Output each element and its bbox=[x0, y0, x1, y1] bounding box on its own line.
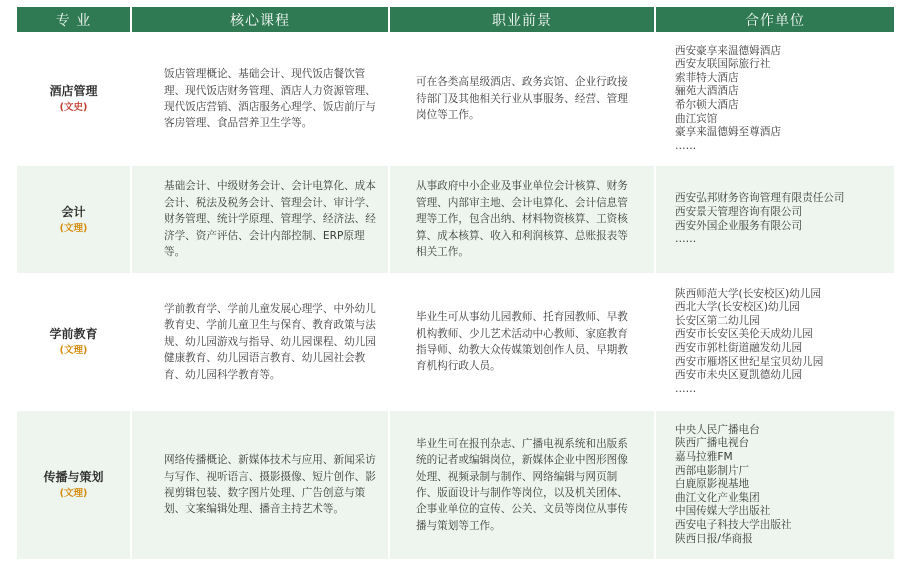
partner-item: 曲江宾馆 bbox=[675, 112, 718, 125]
courses-text: 网络传播概论、新媒体技术与应用、新闻采访与写作、视听语言、摄影摄像、短片创作、影视剪辑包装、数字图片处理、广告创意与策划、文案编辑处理、播音主持艺术等。 bbox=[164, 454, 376, 516]
partner-item: 西部电影制片厂 bbox=[675, 464, 750, 477]
header-partners: 合作单位 bbox=[656, 7, 894, 32]
partner-item: 骊苑大酒酒店 bbox=[675, 85, 739, 98]
partners-cell bbox=[656, 163, 894, 273]
career-cell bbox=[390, 32, 656, 163]
career-cell bbox=[390, 408, 656, 559]
table-row-preschool bbox=[17, 273, 894, 408]
partner-item: 西安景天管理咨询有限公司 bbox=[675, 205, 803, 218]
partner-item: 长安区第二幼儿园 bbox=[675, 314, 760, 327]
partner-item: 西安市郭杜街道融发幼儿园 bbox=[675, 342, 803, 354]
partner-item: 西安市长安区美伦天成幼儿园 bbox=[675, 328, 813, 341]
career-cell bbox=[390, 163, 656, 273]
table-row-hotel bbox=[17, 32, 894, 163]
partner-item: 西安豪享来温德姆酒店 bbox=[675, 44, 781, 57]
partner-item: …… bbox=[675, 139, 697, 152]
header-major: 专 业 bbox=[17, 7, 132, 32]
career-text: 可在各类高星级酒店、政务宾馆、企业行政接待部门及其他相关行业从事服务、经营、管理岗位等工作。 bbox=[416, 76, 628, 122]
courses-cell bbox=[132, 32, 390, 163]
career-text: 毕业生可在报刊杂志、广播电视系统和出版系统的记者或编辑岗位，新媒体企业中图形图像处理、视频录制与制作、网络编辑与网页制作、版面设计与制作等岗位，以及机关团体、企事业单位的宣传、公关、文员等岗位从事传播与策划等工作。 bbox=[416, 437, 628, 532]
partner-item: …… bbox=[675, 233, 697, 246]
partner-item: 西安弘邦财务咨询管理有限责任公司 bbox=[675, 192, 845, 205]
courses-cell bbox=[132, 273, 390, 408]
courses-text: 学前教育学、学前儿童发展心理学、中外幼儿教育史、学前儿童卫生与保育、教育政策与法规、幼儿园游戏与指导、幼儿园课程、幼儿园健康教育、幼儿园语言教育、幼儿园社会教育、幼儿园科学教育等。 bbox=[164, 302, 376, 381]
major-name: 学前教育 bbox=[49, 327, 98, 341]
courses-cell bbox=[132, 408, 390, 559]
table-row-media bbox=[17, 408, 894, 559]
partner-item: 陕西日报/华商报 bbox=[675, 532, 753, 545]
major-cell bbox=[17, 408, 132, 559]
major-tag: (文史) bbox=[59, 102, 88, 113]
partners-cell bbox=[656, 32, 894, 163]
career-text: 毕业生可从事幼儿园教师、托育园教师、早教机构教师、少儿艺术活动中心教师、家庭教育指导师、幼教大众传媒策划创作人员、早期教育机构行政人员。 bbox=[416, 311, 628, 373]
major-name: 酒店管理 bbox=[49, 84, 98, 98]
partner-item: 陕西广播电视台 bbox=[675, 437, 750, 450]
career-cell bbox=[390, 273, 656, 408]
courses-text: 饭店管理概论、基础会计、现代饭店餐饮管理、现代饭店财务管理、酒店人力资源管理、现代饭店营销、酒店服务心理学、饭店前厅与客房管理、食品营养卫生学等。 bbox=[164, 68, 376, 130]
partner-item: 中国传媒大学出版社 bbox=[675, 505, 771, 518]
header-courses: 核心课程 bbox=[132, 7, 390, 32]
major-tag: (文理) bbox=[59, 488, 88, 499]
partner-item: 希尔顿大酒店 bbox=[675, 99, 739, 111]
majors-table bbox=[17, 7, 894, 559]
partner-item: 西安电子科技大学出版社 bbox=[675, 518, 792, 531]
partner-item: 豪享来温德姆至尊酒店 bbox=[675, 126, 781, 139]
partner-item: 西安外国企业服务有限公司 bbox=[675, 219, 803, 232]
major-tag: (文理) bbox=[59, 222, 88, 234]
partner-item: 中央人民广播电台 bbox=[675, 423, 760, 436]
courses-cell bbox=[132, 163, 390, 273]
header-career: 职业前景 bbox=[390, 7, 656, 32]
partner-item: 白鹿原影视基地 bbox=[675, 478, 750, 491]
partners-list bbox=[656, 424, 894, 546]
partner-item: 嘉马拉雅FM bbox=[675, 451, 733, 464]
partner-item: 西安友联国际旅行社 bbox=[675, 58, 771, 71]
partners-list bbox=[656, 45, 894, 154]
career-text: 从事政府中小企业及事业单位会计核算、财务管理、内部审主地、会计电算化、会计信息管理等工作，包含出纳、材料物资核算、工资核算、成本核算、收入和利润核算、总账报表等相关工作。 bbox=[416, 180, 628, 259]
partners-cell bbox=[656, 408, 894, 559]
courses-text: 基础会计、中级财务会计、会计电算化、成本会计、税法及税务会计、管理会计、审计学、财务管理、统计学原理、管理学、经济法、经济学、资产评估、会计内部控制、ERP原理等。 bbox=[164, 180, 376, 259]
partners-list bbox=[656, 192, 894, 246]
major-cell bbox=[17, 273, 132, 408]
partners-cell bbox=[656, 273, 894, 408]
major-cell bbox=[17, 32, 132, 163]
partner-item: …… bbox=[675, 382, 697, 395]
partner-item: 西安市雁塔区世纪星宝贝幼儿园 bbox=[675, 355, 824, 368]
major-name: 传播与策划 bbox=[43, 470, 104, 484]
major-cell bbox=[17, 163, 132, 273]
partner-item: 曲江文化产业集团 bbox=[675, 491, 760, 504]
table-row-accounting bbox=[17, 163, 894, 273]
partner-item: 索菲特大酒店 bbox=[675, 71, 739, 84]
major-tag: (文理) bbox=[59, 345, 88, 356]
partner-item: 西北大学(长安校区)幼儿园 bbox=[675, 301, 800, 314]
table-header-row bbox=[17, 7, 894, 32]
partners-list bbox=[656, 288, 894, 397]
partner-item: 陕西师范大学(长安校区)幼儿园 bbox=[675, 287, 821, 300]
partner-item: 西安市未央区夏凯德幼儿园 bbox=[675, 369, 803, 382]
major-name: 会计 bbox=[61, 204, 86, 219]
